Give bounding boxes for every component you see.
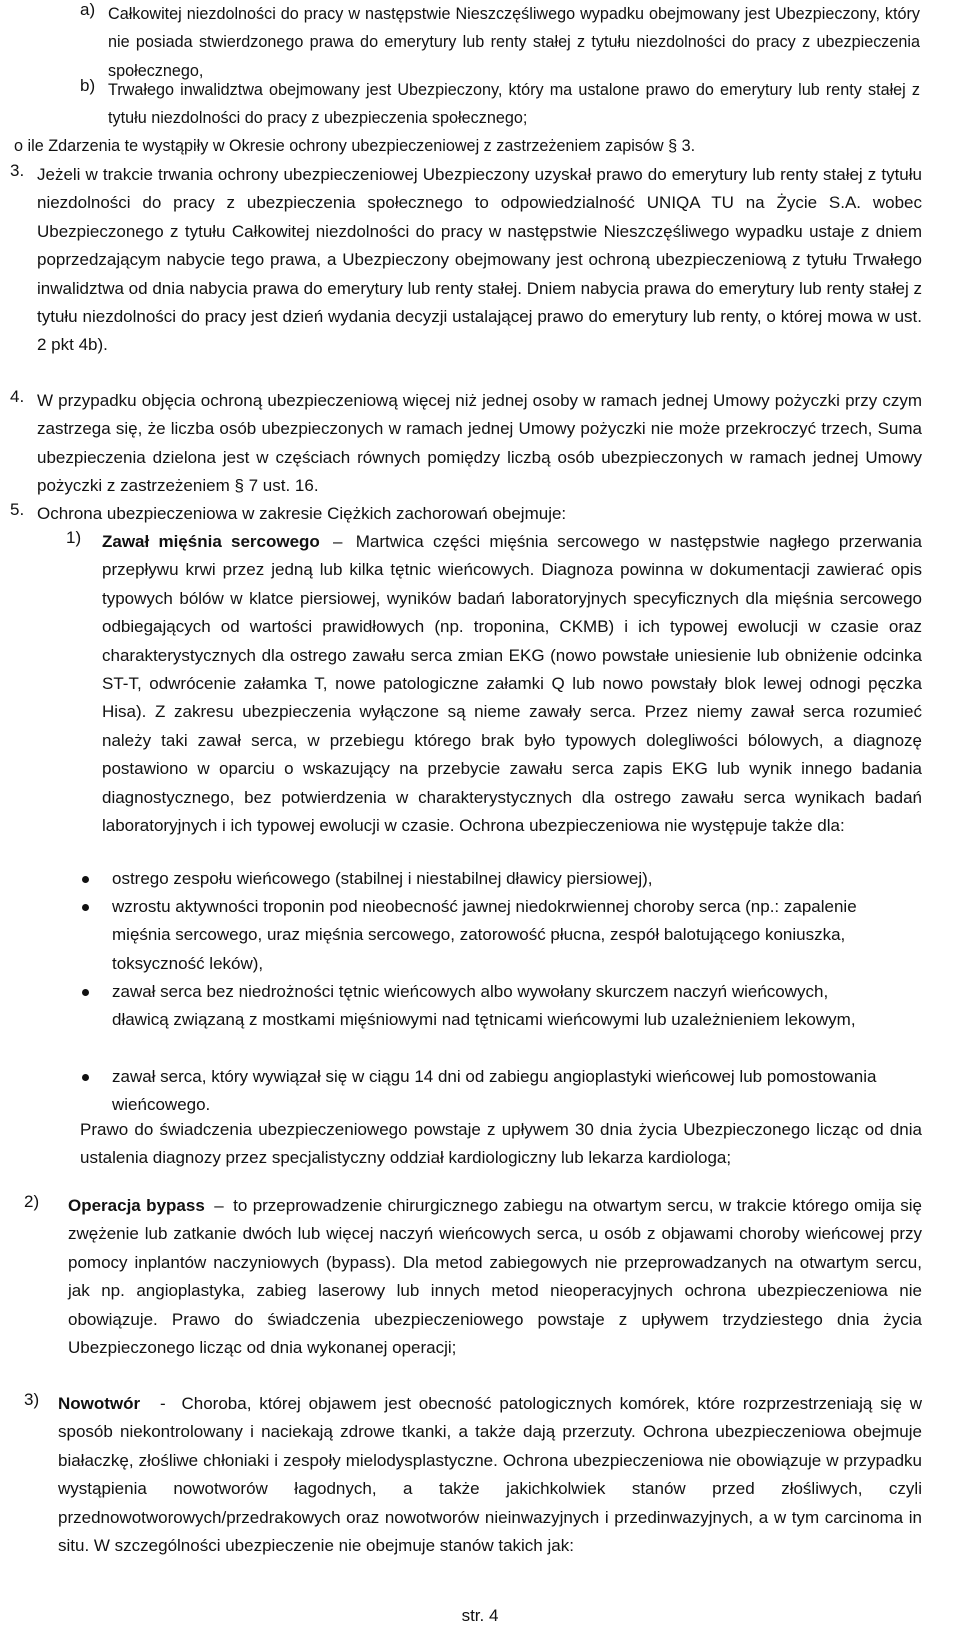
bullet-icon (82, 1074, 89, 1081)
list-item-b (80, 76, 920, 133)
illness-text (102, 528, 922, 840)
bullet-icon (82, 904, 89, 911)
section-text: Jeżeli w trakcie trwania ochrony ubezpieczeniowej Ubezpieczony uzyskał prawo do emerytury lub renty stałej z tytułu niezdolności do pracy z ubezpieczenia społecznego to odpowiedzialność UNIQA TU na Życie S.A. wobec Ubezpieczonego z tytułu Całkowitej niezdolności do pracy w następstwie Nieszczęśliwego wypadku ustaje z dniem poprzedzającym nabycie tego prawa, a Ubezpieczony obejmowany jest ochroną ubezpieczeniową z tytułu Trwałego inwalidztwa od dnia nabycia prawa do emerytury lub renty stałej. Dniem nabycia prawa do emerytury lub renty stałej z tytułu niezdolności do pracy jest dzień wydania decyzji ustalającej prawo do emerytury lub renty, o której mowa w ust. 2 pkt 4b). (37, 165, 922, 355)
illness-description: Choroba, której objawem jest obecność patologicznych komórek, które rozprzestrzeniają się w sposób niekontrolowany i naciekają zdrowe tkanki, a także dają przerzuty. Ochrona ubezpieczeniowa obejmuje białaczkę, złośliwe chłoniaki i zespoły mielodysplastyczne. Ochrona ubezpieczeniowa nie obowiązuje w przypadku wystąpienia nowotworów łagodnych, a także jakichkolwiek stanów przed złośliwych, czyli przednowotworowych/przedrakowych oraz nowotworów nieinwazyjnych i przedinwazyjnych, a w tym carcinoma in situ. W szczególności ubezpieczenie nie obejmuje stanów takich jak: (58, 1394, 923, 1556)
illness-description: to przeprowadzenie chirurgicznego zabiegu na otwartym sercu, w trakcie którego omija się zwężenie lub zatkanie dwóch lub więcej naczyń wieńcowych serca, u osób z objawami choroby wieńcowej przy pomocy inplantów naczyniowych (bypass). Dla metod zabiegowych nie przeprowadzanych na otwartym sercu, jak np. angioplastyka, zabieg laserowy lub innych metod nieoperacyjnych ochrona ubezpieczeniowa nie obowiązuje. Prawo do świadczenia ubezpieczeniowego powstaje z upływem trzydziestego dnia życia Ubezpieczonego licząc od dnia wykonanej operacji; (68, 1196, 922, 1358)
illness-dash: - (159, 1394, 166, 1413)
illness-dash: – (214, 1196, 224, 1215)
illness-3 (24, 1390, 922, 1560)
illness-label: 2) (24, 1192, 40, 1211)
section-3 (10, 161, 922, 360)
bullet-text: zawał serca bez niedrożności tętnic wieńcowych albo wywołany skurczem naczyń wieńcowych, dławicą związaną z mostkami mięśniowymi nad tętnicami wieńcowymi lub uzależnieniem lekowym, (112, 982, 856, 1030)
list-label: a) (80, 0, 96, 19)
illness-2 (24, 1192, 922, 1362)
bullet-text: ostrego zespołu wieńcowego (stabilnej i niestabilnej dławicy piersiowej), (112, 869, 653, 888)
bullet-text: zawał serca, który wywiązał się w ciągu 14 dni od zabiegu angioplastyki wieńcowej lub pomostowania wieńcowego. (112, 1067, 877, 1115)
illness-term: Nowotwór (58, 1394, 141, 1413)
illness-term: Operacja bypass (68, 1196, 205, 1215)
section-4 (10, 387, 922, 501)
list-label: b) (80, 76, 96, 95)
illness-label: 3) (24, 1390, 40, 1409)
illness-1 (66, 528, 922, 840)
illness-text (68, 1192, 922, 1362)
section-number: 3. (10, 161, 25, 180)
section-text: W przypadku objęcia ochroną ubezpieczeniową więcej niż jednej osoby w ramach jednej Umowy pożyczki przy czym zastrzega się, że liczba osób ubezpieczonych w ramach jednej Umowy pożyczki nie może przekroczyć trzech, Suma ubezpieczenia dzielona jest w częściach równych pomiędzy liczbą osób ubezpieczonych w ramach jednej Umowy pożyczki z zastrzeżeniem § 7 ust. 16. (37, 391, 922, 496)
condition-line: o ile Zdarzenia te wystąpiły w Okresie ochrony ubezpieczeniowej z zastrzeżeniem zapisów § 3. (14, 137, 696, 155)
section-number: 4. (10, 387, 25, 406)
section-number: 5. (10, 500, 25, 519)
illness-term: Zawał mięśnia sercowego (102, 532, 320, 551)
list-item-a (80, 0, 920, 85)
illness-1-conclusion: Prawo do świadczenia ubezpieczeniowego powstaje z upływem 30 dnia życia Ubezpieczonego licząc od dnia ustalenia diagnozy przez specjalistyczny oddział kardiologiczny lub lekarza kardiologa; (80, 1120, 922, 1168)
illness-description: Martwica części mięśnia sercowego w następstwie nagłego przerwania przepływu krwi przez jedną lub kilka tętnic wieńcowych. Diagnoza powinna w dokumentacji zawierać opis typowych bólów w klatce piersiowej, wyników badań laboratoryjnych specyficznych dla mięśnia sercowego odbiegających od wartości prawidłowych (np. troponina, CKMB) i ich typowej ewolucji w czasie oraz charakterystycznych dla ostrego zawału serca zmian EKG (nowo powstałe uniesienie lub obniżenie odcinka ST-T, odwrócenie załamka T, nowe patologiczne załamki Q lub nowo powstały blok lewej odnogi pęczka Hisa). Z zakresu ubezpieczenia wyłączone są nieme zawały serca. Przez niemy zawał serca rozumieć należy taki zawał serca, w przebiegu którego brak było typowych dolegliwości bólowych, a diagnozę postawiono w oparciu o wskazujący na przebycie zawału serca zapis EKG lub wynik innego badania diagnostycznego, bez potwierdzenia w charakterystycznych dla ostrego zawału serca wynikach badań laboratoryjnych i ich typowej ewolucji w czasie. Ochrona ubezpieczeniowa nie występuje także dla: (102, 532, 923, 836)
illness-text (58, 1390, 922, 1560)
bullet-icon (82, 989, 89, 996)
bullet-icon (82, 876, 89, 883)
illness-dash: – (333, 532, 343, 551)
bullet-text: wzrostu aktywności troponin pod nieobecność jawnej niedokrwiennej choroby serca (np.: zapalenie mięśnia sercowego, uraz mięśnia sercowego, zatorowość płucna, zespół balotującego koniuszka, toksyczność leków), (112, 897, 857, 973)
section-5 (10, 500, 922, 528)
section-text: Ochrona ubezpieczeniowa w zakresie Ciężkich zachorowań obejmuje: (37, 504, 567, 523)
list-text: Trwałego inwalidztwa obejmowany jest Ubezpieczony, który ma ustalone prawo do emerytury lub renty stałej z tytułu niezdolności do pracy z ubezpieczenia społecznego; (108, 81, 920, 128)
list-text: Całkowitej niezdolności do pracy w następstwie Nieszczęśliwego wypadku obejmowany jest Ubezpieczony, który nie posiada stwierdzonego prawa do emerytury lub renty stałej z tytułu niezdolności do pracy z ubezpieczenia społecznego, (108, 5, 920, 80)
page-number: str. 4 (461, 1606, 499, 1625)
illness-label: 1) (66, 528, 82, 547)
